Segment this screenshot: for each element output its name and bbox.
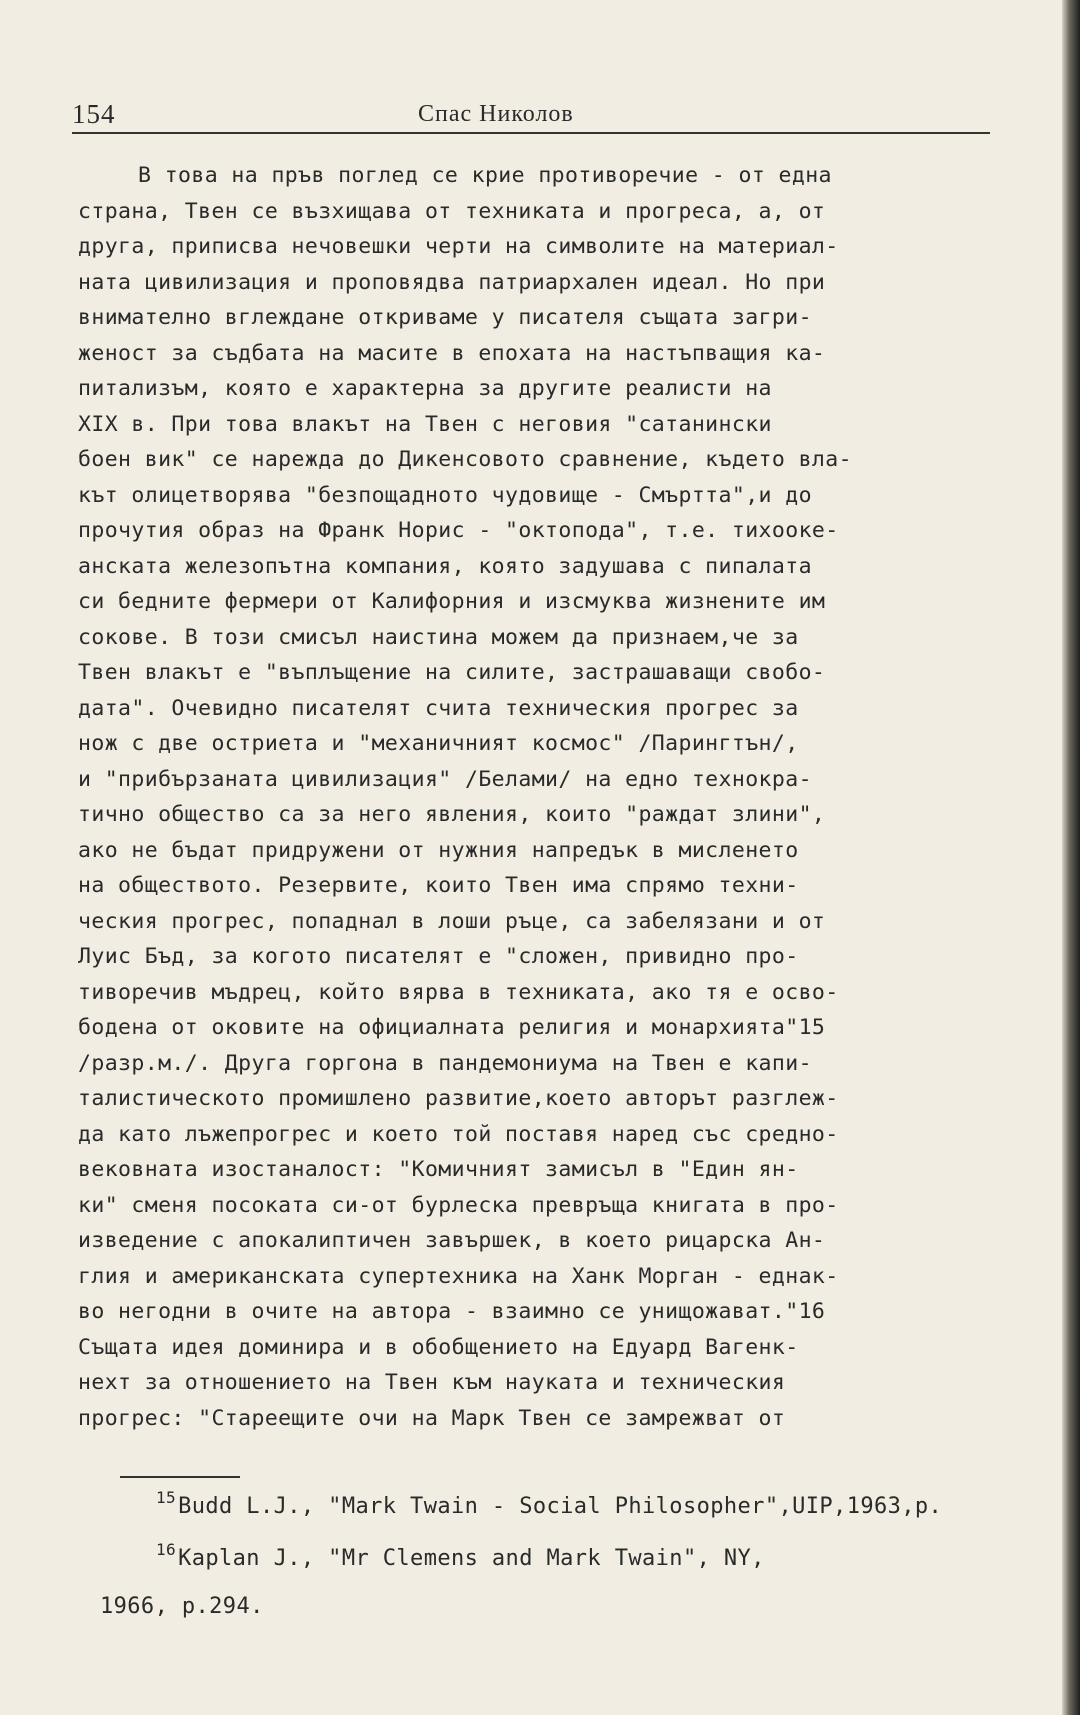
text-line: дата". Очевидно писателят счита техническия прогрес за (78, 695, 799, 721)
text-line: во негодни в очите на автора - взаимно се унищожават."16 (78, 1299, 826, 1324)
text-line: анската железопътна компания, която задушава с пипалата (78, 553, 812, 579)
text-line: изведение с апокалиптичен завършек, в което рицарска Ан- (78, 1228, 826, 1253)
page-edge-shadow (1062, 0, 1080, 1715)
body-text (78, 158, 1018, 1436)
text-line: страна, Твен се възхищава от техниката и прогреса, а, от (78, 198, 826, 224)
footnote-text: Kaplan J., "Mr Clemens and Mark Twain", NY, (178, 1546, 765, 1571)
text-line: женост за съдбата на масите в епохата на настъпващия ка- (78, 340, 826, 366)
text-line: ки" сменя посоката си-от бурлеска превръща книгата в про- (78, 1192, 839, 1218)
running-head: Спас Николов (418, 101, 574, 127)
footnote-text: Budd L.J., "Mark Twain - Social Philosopher",UIP,1963,p. (178, 1494, 943, 1519)
text-line: /разр.м./. Друга горгона в пандемониума на Твен е капи- (78, 1050, 812, 1076)
footnote-15 (156, 1490, 1080, 1525)
text-line: бодена от оковите на официалната религия и монархията"15 (78, 1015, 826, 1040)
page-header (72, 92, 990, 134)
footnote-marker: 15 (156, 1488, 177, 1507)
text-line: глия и американската супертехника на Ханк Морган - еднак- (78, 1263, 839, 1289)
text-line: питализъм, която е характерна за другите реалисти на (78, 376, 772, 401)
text-line: прогрес: "Стареещите очи на Марк Твен се замрежват от (78, 1405, 786, 1431)
text-line: вековната изостаналост: "Комичният замисъл в "Един ян- (78, 1157, 799, 1182)
text-line: нехт за отношението на Твен към науката и техническия (78, 1370, 786, 1395)
text-line: ческия прогрес, попаднал в лоши ръце, са забелязани и от (78, 908, 826, 934)
text-line: кът олицетворява "безпощадното чудовище - Смъртта",и до (78, 482, 812, 508)
text-line: тиворечив мъдрец, който вярва в техниката, ако тя е осво- (78, 979, 839, 1005)
text-line: ако не бъдат придружени от нужния напредък в мисленето (78, 837, 799, 863)
text-line: ната цивилизация и проповядва патриархален идеал. Но при (78, 269, 826, 295)
text-line: на обществото. Резервите, които Твен има спрямо техни- (78, 873, 799, 898)
text-line: внимателно вглеждане откриваме у писателя същата загри- (78, 305, 812, 330)
footnote-16-continuation: 1966, p.294. (100, 1594, 264, 1619)
text-line: нож с две остриета и "механичният космос" /Парингтън/, (78, 731, 799, 756)
footnote-divider (120, 1476, 240, 1478)
text-line: друга, приписва нечовешки черти на символите на материал- (78, 234, 839, 259)
text-line: сокове. В този смисъл наистина можем да признаем,че за (78, 624, 799, 650)
text-line: Луис Бъд, за когото писателят е "сложен, привидно про- (78, 944, 799, 969)
text-line: Същата идея доминира и в обобщението на Едуард Вагенк- (78, 1334, 799, 1360)
text-line: си бедните фермери от Калифорния и изсмуква жизнените им (78, 589, 826, 614)
page-number: 154 (72, 99, 116, 129)
text-line: талистическото промишлено развитие,което авторът разглеж- (78, 1086, 839, 1111)
text-line: XIX в. При това влакът на Твен с неговия "сатанински (78, 411, 772, 437)
text-line: прочутия образ на Франк Норис - "октопода", т.е. тихооке- (78, 518, 839, 543)
footnote-16 (156, 1542, 1080, 1577)
text-line: В това на пръв поглед се крие противоречие - от една (138, 163, 832, 188)
footnote-marker: 16 (156, 1540, 177, 1559)
text-line: да като лъжепрогрес и което той поставя наред със средно- (78, 1121, 839, 1147)
text-line: тично общество са за него явления, които "раждат злини", (78, 802, 826, 827)
text-line: Твен влакът е "въплъщение на силите, застрашаващи свобо- (78, 660, 826, 685)
text-line: и "прибързаната цивилизация" /Белами/ на едно технокра- (78, 766, 812, 792)
text-line: боен вик" се нарежда до Дикенсовото сравнение, където вла- (78, 447, 852, 472)
